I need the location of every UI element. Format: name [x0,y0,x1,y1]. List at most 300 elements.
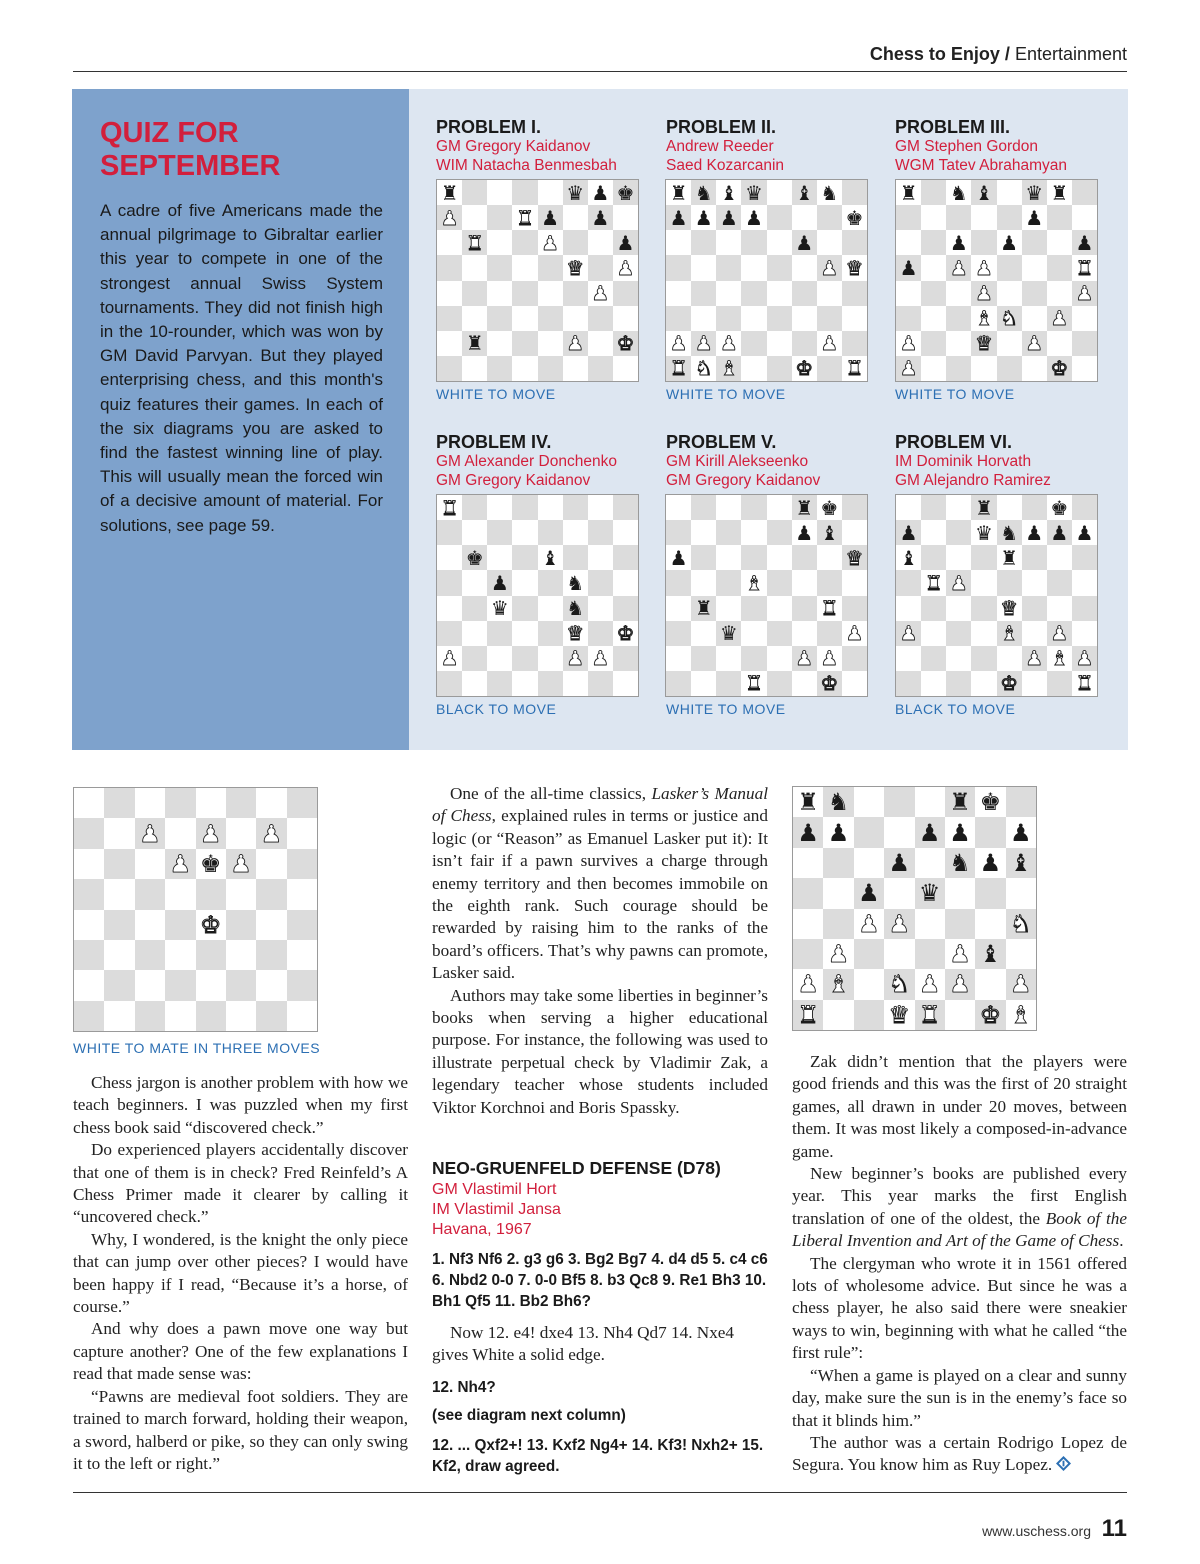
white-king-icon: ♚ [795,356,814,381]
board-square [588,306,613,331]
board-square [462,621,487,646]
white-pawn-icon: ♟ [949,940,971,969]
board-square [563,331,588,356]
board-square [716,646,741,671]
board-square [1072,356,1097,381]
problem-white-player: IM Dominik Horvath [895,453,1032,470]
board-square [792,255,817,280]
board-square [1047,180,1072,205]
white-rook-icon: ♜ [845,356,864,381]
board-square [1022,495,1047,520]
board-square [971,281,996,306]
white-pawn-icon: ♟ [974,255,993,280]
running-header [73,44,1127,65]
board-square [767,671,792,696]
board-square [691,230,716,255]
board-square [716,281,741,306]
board-square [613,281,638,306]
board-square [462,205,487,230]
board-square [921,205,946,230]
game-header [432,1180,561,1240]
board-square [946,596,971,621]
paragraph [792,1163,1127,1253]
paragraph: “Pawns are medieval foot soldiers. They are trained to march forward, holding their weapon, a sword, halberd or pike, so they can only swing it to the left or right.” [73,1386,408,1473]
problem-1 [436,117,651,402]
black-bishop-icon: ♝ [979,940,1002,969]
board-square [538,520,563,545]
board-square [691,646,716,671]
board-square [842,570,867,595]
board-square [487,596,512,621]
board-square [135,849,165,879]
white-pawn-icon: ♟ [440,205,459,230]
board-square [666,545,691,570]
board-square [613,205,638,230]
board-square [1047,306,1072,331]
board-square [666,621,691,646]
board-square [792,570,817,595]
board-square [256,1001,286,1031]
board-square [538,356,563,381]
white-pawn-icon: ♟ [199,819,222,848]
board-square [1006,878,1036,908]
board-square [1006,939,1036,969]
black-king-icon: ♚ [616,180,635,205]
white-pawn-icon: ♟ [440,646,459,671]
board-square [437,306,462,331]
board-square [792,520,817,545]
board-square [256,879,286,909]
board-square [666,230,691,255]
board-square [74,788,104,818]
board-square [946,306,971,331]
black-pawn-icon: ♟ [949,818,971,847]
white-bishop-icon: ♝ [974,306,993,331]
board-square [666,356,691,381]
board-square [437,255,462,280]
board-square [437,356,462,381]
board-square [842,621,867,646]
board-square [538,495,563,520]
board-square [975,817,1005,847]
board-square [997,570,1022,595]
white-king-icon: ♚ [820,671,839,696]
board-square [842,520,867,545]
board-square [792,545,817,570]
board-square [823,878,853,908]
board-square [767,306,792,331]
board-square [104,940,134,970]
board-square [437,621,462,646]
board-square [792,306,817,331]
problem-title: PROBLEM VI. [895,432,1013,452]
board-square [1072,596,1097,621]
black-pawn-icon: ♟ [795,230,814,255]
board-square [256,849,286,879]
board-square [971,520,996,545]
board-square [666,306,691,331]
board-square [971,646,996,671]
board-square [691,180,716,205]
board-square [691,495,716,520]
black-pawn-icon: ♟ [616,230,635,255]
board-square [915,909,945,939]
white-rook-icon: ♜ [744,671,763,696]
board-square [462,306,487,331]
white-pawn-icon: ♟ [820,646,839,671]
board-square [691,596,716,621]
board-square [971,255,996,280]
board-square [975,909,1005,939]
board-square [1072,646,1097,671]
board-square [997,596,1022,621]
board-square [512,596,537,621]
board-square [997,621,1022,646]
board-square [817,255,842,280]
board-square [741,331,766,356]
board-square [512,621,537,646]
board-square [915,878,945,908]
board-square [817,671,842,696]
board-square [997,520,1022,545]
board-square [1022,646,1047,671]
board-square [538,331,563,356]
board-square [437,646,462,671]
board-square [896,205,921,230]
black-pawn-icon: ♟ [719,205,738,230]
board-square [1022,306,1047,331]
board-square [437,180,462,205]
board-square [842,281,867,306]
black-knight-icon: ♞ [820,180,839,205]
board-square [1072,545,1097,570]
board-square [437,281,462,306]
board-square [921,545,946,570]
black-queen-icon: ♛ [490,596,509,621]
board-square [196,818,226,848]
board-square [226,849,256,879]
board-square [613,671,638,696]
board-square [287,940,317,970]
board-square [538,596,563,621]
board-square [563,495,588,520]
white-pawn-icon: ♟ [694,331,713,356]
board-square [487,180,512,205]
board-square [896,596,921,621]
quiz-sidebar [72,89,409,750]
white-pawn-icon: ♟ [616,255,635,280]
board-square [487,205,512,230]
white-pawn-icon: ♟ [169,849,192,878]
board-square [1072,331,1097,356]
board-square [792,281,817,306]
board-square [767,331,792,356]
board-square [817,306,842,331]
book-title: Book of the Liberal Invention and Art of the Game of Chess [792,1208,1127,1251]
column-2-text [432,783,768,1119]
black-bishop-icon: ♝ [719,180,738,205]
board-square [104,849,134,879]
board-square [823,787,853,817]
board-square [915,817,945,847]
board-square [691,621,716,646]
board-square [588,596,613,621]
white-rook-icon: ♜ [1075,671,1094,696]
board-square [716,545,741,570]
board-square [437,570,462,595]
board-square [1047,646,1072,671]
board-square [945,1000,975,1030]
board-square [538,306,563,331]
white-bishop-icon: ♝ [827,970,850,999]
board-square [921,621,946,646]
board-square [691,545,716,570]
board-square [842,356,867,381]
problem-5 [666,432,881,717]
black-bishop-icon: ♝ [1010,848,1032,877]
board-square [1006,848,1036,878]
board-square [74,879,104,909]
problem-black-player: GM Gregory Kaidanov [436,472,591,489]
white-knight-icon: ♞ [1010,909,1032,938]
board-square [613,621,638,646]
black-knight-icon: ♞ [827,788,850,817]
board-square [1006,969,1036,999]
board-square [792,331,817,356]
white-queen-icon: ♛ [845,255,864,280]
board-square [226,910,256,940]
board-square [462,520,487,545]
board-square [512,671,537,696]
board-square [196,1001,226,1031]
board-square [1022,205,1047,230]
board-square [792,180,817,205]
board-square [896,545,921,570]
board-square [716,255,741,280]
board-square [487,621,512,646]
board-square [512,180,537,205]
board-square [487,331,512,356]
board-square [226,1001,256,1031]
board-square [842,596,867,621]
board-square [884,878,914,908]
column-1-text [73,1072,408,1475]
white-knight-icon: ♞ [694,356,713,381]
board-square [1072,520,1097,545]
problem-title: PROBLEM V. [666,432,777,452]
board-square [823,1000,853,1030]
board-square [817,520,842,545]
white-bishop-icon: ♝ [1050,646,1069,671]
board-square [921,520,946,545]
white-queen-icon: ♛ [974,331,993,356]
board-square [945,817,975,847]
white-pawn-icon: ♟ [566,646,585,671]
white-rook-icon: ♜ [797,1000,819,1029]
white-king-icon: ♚ [979,1000,1002,1029]
board-square [854,939,884,969]
board-square [165,1001,195,1031]
black-bishop-icon: ♝ [820,520,839,545]
board-square [842,331,867,356]
board-square [666,205,691,230]
board-square [462,331,487,356]
board-square [823,939,853,969]
problem-2 [666,117,881,402]
white-pawn-icon: ♟ [1025,646,1044,671]
paragraph: And why does a pawn move one way but capture another? One of the few explanations I read that made sense was: [73,1319,408,1384]
board-square [538,255,563,280]
board-square [74,910,104,940]
board-square [256,940,286,970]
board-square [613,646,638,671]
board-square [792,230,817,255]
black-king-icon: ♚ [1050,495,1069,520]
board-square [74,818,104,848]
text-run: One of the all-time classics, [450,784,652,803]
board-square [487,255,512,280]
problem-title: PROBLEM I. [436,117,542,137]
white-pawn-icon: ♟ [888,909,911,938]
white-pawn-icon: ♟ [669,331,688,356]
game-moves-4: 12. ... Qxf2+! 13. Kxf2 Ng4+ 14. Kf3! Nxh2+ 15. Kf2, draw agreed. [432,1437,764,1475]
board-square [741,281,766,306]
board-square [1047,570,1072,595]
black-pawn-icon: ♟ [744,205,763,230]
board-square [854,878,884,908]
board-square [666,570,691,595]
board-square [563,180,588,205]
board-square [741,356,766,381]
problem-black-player: Saed Kozarcanin [666,157,785,174]
board-square [588,545,613,570]
black-rook-icon: ♜ [669,180,688,205]
white-pawn-icon: ♟ [899,356,918,381]
board-square [1006,787,1036,817]
white-pawn-icon: ♟ [1075,281,1094,306]
problem-caption: WHITE TO MOVE [666,701,786,717]
board-square [165,849,195,879]
board-square [915,787,945,817]
white-knight-icon: ♞ [888,970,911,999]
board-square [563,596,588,621]
board-square [896,356,921,381]
problem-caption: WHITE TO MOVE [895,386,1015,402]
board-square [716,520,741,545]
black-pawn-icon: ♟ [1025,205,1044,230]
board-square [767,621,792,646]
board-square [462,671,487,696]
board-square [767,596,792,621]
board-square [767,570,792,595]
black-pawn-icon: ♟ [795,520,814,545]
white-pawn-icon: ♟ [899,621,918,646]
white-rook-icon: ♜ [515,205,534,230]
board-square [817,281,842,306]
board-square [538,230,563,255]
board-square [971,570,996,595]
board-square [793,909,823,939]
board-square [741,180,766,205]
chess-board-problem-1 [436,179,639,382]
board-square [135,1001,165,1031]
board-square [793,939,823,969]
board-square [971,671,996,696]
white-queen-icon: ♛ [1000,596,1019,621]
board-square [1006,817,1036,847]
white-pawn-icon: ♟ [1025,331,1044,356]
board-square [538,180,563,205]
board-square [997,306,1022,331]
board-square [538,205,563,230]
problem-caption: WHITE TO MOVE [666,386,786,402]
page-number: 11 [1101,1515,1127,1542]
board-square [287,849,317,879]
board-square [226,879,256,909]
board-square [135,788,165,818]
board-square [971,306,996,331]
board-square [946,331,971,356]
chess-board-mate-in-three [73,787,318,1032]
board-square [741,255,766,280]
board-square [691,205,716,230]
board-square [842,180,867,205]
black-queen-icon: ♛ [719,621,738,646]
white-pawn-icon: ♟ [1010,970,1032,999]
black-rook-icon: ♜ [974,495,993,520]
black-rook-icon: ♜ [1050,180,1069,205]
board-square [1047,281,1072,306]
board-square [135,940,165,970]
board-square [767,646,792,671]
board-square [946,281,971,306]
board-square [823,817,853,847]
board-square [741,570,766,595]
white-pawn-icon: ♟ [797,970,819,999]
board-square [741,306,766,331]
text-run: The author was a certain Rodrigo Lopez de Segura. You know him as Ruy Lopez. [792,1432,1127,1475]
board-square [793,969,823,999]
board-square [945,848,975,878]
black-bishop-icon: ♝ [795,180,814,205]
black-knight-icon: ♞ [1000,520,1019,545]
board-square [165,910,195,940]
board-square [462,596,487,621]
board-square [1022,621,1047,646]
white-knight-icon: ♞ [1000,306,1019,331]
board-square [666,495,691,520]
board-square [1072,621,1097,646]
board-square [1022,671,1047,696]
board-square [1047,671,1072,696]
board-square [462,545,487,570]
board-square [437,520,462,545]
board-square [997,281,1022,306]
black-pawn-icon: ♟ [827,818,850,847]
black-rook-icon: ♜ [694,596,713,621]
board-square [691,671,716,696]
board-square [896,230,921,255]
board-square [613,545,638,570]
problem-title: PROBLEM IV. [436,432,552,452]
paragraph: Do experienced players accidentally discover that one of them is in check? Fred Reinfeld’s A Chess Primer made it clearer by calling it “uncovered check.” [73,1140,408,1227]
board-square [226,940,256,970]
board-square [997,646,1022,671]
board-square [946,205,971,230]
board-square [588,520,613,545]
black-king-icon: ♚ [820,495,839,520]
board-square [437,596,462,621]
